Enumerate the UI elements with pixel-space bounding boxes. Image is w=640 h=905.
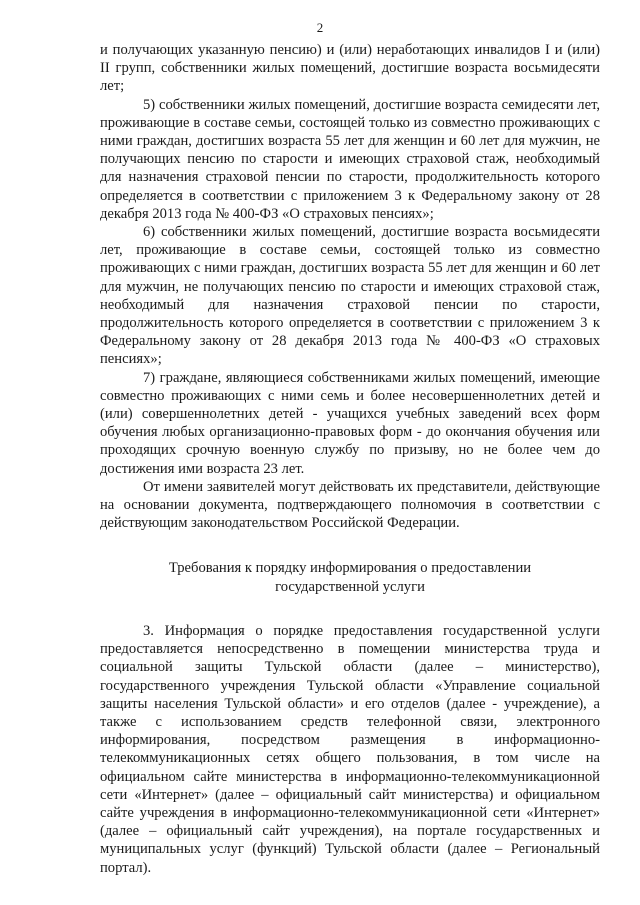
paragraph-item-7: 7) граждане, являющиеся собственниками жилых помещений, имеющие совместно проживающих с ними семь и более несовершеннолетних детей и (или) совершеннолетних детей - учащихся учебных заведений всех форм обучения любых организационно-правовых форм - до окончания обучения или проходящих срочную военную службу по призыву, но не более чем до достижения ими возраста 23 лет. [100, 369, 600, 477]
document-body [100, 41, 600, 877]
section-heading-line-2: государственной услуги [275, 578, 425, 595]
section-heading [100, 559, 600, 595]
paragraph-continuation: и получающих указанную пенсию) и (или) неработающих инвалидов I и (или) II групп, собственники жилых помещений, достигшие возраста восьмидесяти лет; [100, 42, 600, 95]
paragraph-item-5: 5) собственники жилых помещений, достигшие возраста семидесяти лет, проживающие в составе семьи, состоящей только из совместно проживающих с ними граждан, достигших возраста 55 лет для женщин и 60 лет для мужчин, не получающих пенсию по старости и имеющих страховой стаж, необходимый для назначения страховой пенсии по старости, продолжительность которого определяется в соответствии с приложением 3 к Федеральному закону от 28 декабря 2013 года № 400-ФЗ «О страховых пенсиях»; [100, 96, 600, 222]
paragraph-3: 3. Информация о порядке предоставления государственной услуги предоставляется непосредственно в помещении министерства труда и социальной защиты Тульской области (далее – министерство), государственного учреждения Тульской области «Управление социальной защиты населения Тульской области» и его отделов (далее - учреждение), а также с использованием средств телефонной связи, электронного информирования, посредством размещения в информационно-телекоммуникационных сетях общего пользования, в том числе на официальном сайте министерства в информационно-телекоммуникационной сети «Интернет» (далее – официальный сайт министерства) и официальном сайте учреждения в информационно-телекоммуникационной сети «Интернет» (далее – официальный сайт учреждения), на портале государственных и муниципальных услуг (функций) Тульской области (далее – Региональный портал). [100, 622, 600, 876]
page-number: 2 [316, 20, 324, 35]
paragraph-representatives: От имени заявителей могут действовать их представители, действующие на основании документа, подтверждающего полномочия в соответствии с действующим законодательством Российской Федерации. [100, 478, 600, 532]
paragraph-item-6: 6) собственники жилых помещений, достигшие возраста восьмидесяти лет, проживающие в составе семьи, состоящей только из совместно проживающих с ними граждан, достигших возраста 55 лет для женщин и 60 лет для мужчин, не получающих пенсию по старости и имеющих страховой стаж, необходимый для назначения страховой пенсии по старости, продолжительность которого определяется в соответствии с приложением 3 к Федеральному закону от 28 декабря 2013 года № 400-ФЗ «О страховых пенсиях»; [100, 224, 600, 368]
section-heading-line-1: Требования к порядку информирования о предоставлении [168, 560, 532, 577]
